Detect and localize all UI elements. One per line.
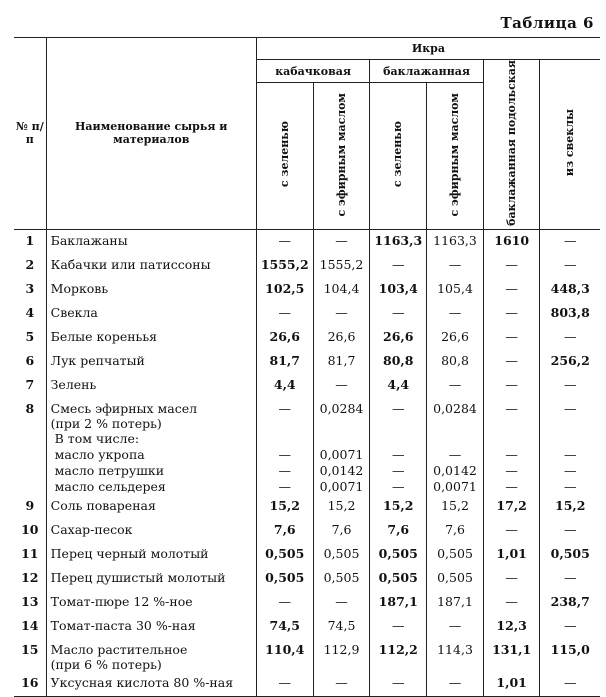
cell-value: 110,4 [256, 639, 313, 672]
cell-value: — [540, 567, 600, 591]
row-number: 16 [14, 672, 46, 697]
row-name: Перец душистый молотый [46, 567, 256, 591]
cell-value: — [370, 672, 427, 697]
header-col-svekla-label: из свеклы [563, 109, 577, 177]
cell-value: 0,0071 [313, 479, 370, 495]
cell-value: — [540, 479, 600, 495]
cell-value: — [256, 229, 313, 254]
row-number [14, 479, 46, 495]
cell-value [483, 431, 540, 447]
row-name: Томат-паста 30 %-ная [46, 615, 256, 639]
header-name [46, 38, 256, 230]
cell-value: — [313, 229, 370, 254]
cell-value: — [540, 229, 600, 254]
header-name-label: Наименование сырья и материалов [75, 120, 228, 147]
cell-value: — [256, 591, 313, 615]
cell-value: — [256, 447, 313, 463]
cell-value: 15,2 [256, 495, 313, 519]
cell-value: 26,6 [370, 326, 427, 350]
cell-value: — [370, 615, 427, 639]
cell-value: 1,01 [483, 672, 540, 697]
row-name: В том числе: [46, 431, 256, 447]
cell-value: — [483, 326, 540, 350]
cell-value: 803,8 [540, 302, 600, 326]
header-number [14, 38, 46, 230]
cell-value: — [540, 519, 600, 543]
cell-value: 131,1 [483, 639, 540, 672]
table-row [14, 672, 600, 697]
cell-value: — [540, 326, 600, 350]
cell-value: 0,0284 [427, 398, 484, 431]
row-number: 13 [21, 593, 39, 609]
cell-value: 17,2 [483, 495, 540, 519]
header-baklazh: баклажанная [370, 60, 484, 83]
cell-value: 0,505 [427, 543, 484, 567]
row-name: Томат-пюре 12 %-ное [46, 591, 256, 615]
header-col-bak-efir [427, 83, 484, 230]
cell-value: 74,5 [256, 615, 313, 639]
row-name: Сахар-песок [46, 519, 256, 543]
cell-value: 80,8 [427, 350, 484, 374]
cell-value: 7,6 [370, 519, 427, 543]
row-number: 6 [25, 352, 35, 368]
header-col-podolsk [483, 60, 540, 230]
cell-value: — [313, 302, 370, 326]
row-number: 5 [25, 328, 35, 344]
cell-value: 7,6 [427, 519, 484, 543]
row-number: 4 [25, 304, 35, 320]
cell-value: 1163,3 [370, 229, 427, 254]
cell-value: 0,0071 [313, 447, 370, 463]
cell-value: 0,505 [370, 567, 427, 591]
cell-value: — [483, 278, 540, 302]
cell-value: — [256, 479, 313, 495]
cell-value: — [540, 463, 600, 479]
cell-value: 187,1 [370, 591, 427, 615]
cell-value: — [483, 254, 540, 278]
cell-value: 1555,2 [313, 254, 370, 278]
table-body [14, 229, 600, 696]
header-ikra: Икра [256, 38, 600, 60]
cell-value: — [483, 374, 540, 398]
cell-value: 26,6 [313, 326, 370, 350]
row-number: 3 [25, 280, 35, 296]
row-name: Морковь [46, 278, 256, 302]
cell-value: 112,9 [313, 639, 370, 672]
table-row [14, 398, 600, 431]
cell-value: 0,505 [427, 567, 484, 591]
cell-value: 26,6 [256, 326, 313, 350]
row-name: Соль повареная [46, 495, 256, 519]
cell-value: 7,6 [256, 519, 313, 543]
cell-value: 0,505 [540, 543, 600, 567]
cell-value: 0,505 [256, 543, 313, 567]
cell-value: 115,0 [540, 639, 600, 672]
header-kabach: кабачковая [256, 60, 370, 83]
cell-value: — [540, 254, 600, 278]
cell-value: 1163,3 [427, 229, 484, 254]
cell-value: — [540, 374, 600, 398]
data-table [14, 37, 600, 697]
cell-value: — [313, 672, 370, 697]
header-col-kab-efir [313, 83, 370, 230]
row-name: масло укропа [46, 447, 256, 463]
table-row [14, 639, 600, 672]
table-row [14, 254, 600, 278]
cell-value: 112,2 [370, 639, 427, 672]
row-number: 11 [21, 545, 39, 561]
cell-value: 1555,2 [256, 254, 313, 278]
row-number [14, 447, 46, 463]
cell-value: — [483, 479, 540, 495]
header-col-kab-zelen-label: с зеленью [277, 121, 291, 188]
cell-value: 15,2 [427, 495, 484, 519]
cell-value: — [483, 519, 540, 543]
cell-value: 0,505 [313, 567, 370, 591]
cell-value: — [370, 398, 427, 431]
cell-value: 81,7 [313, 350, 370, 374]
row-number: 1 [25, 232, 35, 248]
table-row [14, 431, 600, 447]
cell-value: 102,5 [256, 278, 313, 302]
table-row [14, 591, 600, 615]
header-col-podolsk-label: баклажанная подольская [504, 60, 518, 226]
row-name: масло петрушки [46, 463, 256, 479]
row-name: Белые кореньья [46, 326, 256, 350]
cell-value: — [483, 463, 540, 479]
cell-value: — [483, 447, 540, 463]
cell-value: 12,3 [483, 615, 540, 639]
cell-value: — [313, 374, 370, 398]
row-name: Лук репчатый [46, 350, 256, 374]
table-row [14, 495, 600, 519]
cell-value: 0,505 [313, 543, 370, 567]
cell-value: — [483, 398, 540, 431]
cell-value: — [483, 350, 540, 374]
cell-value: 187,1 [427, 591, 484, 615]
row-number: 8 [25, 400, 35, 416]
row-number: 10 [21, 521, 39, 537]
table-row [14, 479, 600, 495]
cell-value: 0,0071 [427, 479, 484, 495]
row-name: Масло растительное (при 6 % потерь) [46, 639, 256, 672]
cell-value: — [540, 447, 600, 463]
row-number [14, 431, 46, 447]
table-row [14, 278, 600, 302]
cell-value: 114,3 [427, 639, 484, 672]
cell-value: 80,8 [370, 350, 427, 374]
cell-value: — [483, 591, 540, 615]
cell-value: — [427, 302, 484, 326]
cell-value: — [540, 672, 600, 697]
cell-value [313, 431, 370, 447]
header-col-kab-zelen [256, 83, 313, 230]
cell-value: — [483, 302, 540, 326]
cell-value: 0,505 [370, 543, 427, 567]
cell-value: 0,505 [256, 567, 313, 591]
table-row [14, 374, 600, 398]
table-row [14, 447, 600, 463]
table-row [14, 519, 600, 543]
cell-value: — [256, 398, 313, 431]
row-number: 15 [21, 641, 39, 657]
cell-value: 15,2 [313, 495, 370, 519]
row-name: Перец черный молотый [46, 543, 256, 567]
table-row [14, 350, 600, 374]
cell-value: — [256, 302, 313, 326]
header-col-kab-efir-label: с эфирным маслом [334, 92, 348, 217]
cell-value: 15,2 [540, 495, 600, 519]
table-row [14, 615, 600, 639]
cell-value [427, 431, 484, 447]
row-name: Уксусная кислота 80 %-ная [46, 672, 256, 697]
cell-value: 256,2 [540, 350, 600, 374]
row-name: Свекла [46, 302, 256, 326]
cell-value: — [256, 672, 313, 697]
row-name: Смесь эфирных масел (при 2 % потерь) [46, 398, 256, 431]
table-row [14, 543, 600, 567]
table-row [14, 302, 600, 326]
row-number: 12 [21, 569, 39, 585]
cell-value: — [427, 447, 484, 463]
row-name: масло сельдерея [46, 479, 256, 495]
cell-value [540, 431, 600, 447]
cell-value: 4,4 [256, 374, 313, 398]
cell-value: 0,0142 [427, 463, 484, 479]
cell-value: — [427, 254, 484, 278]
row-name: Баклажаны [46, 229, 256, 254]
cell-value: — [370, 447, 427, 463]
cell-value: 26,6 [427, 326, 484, 350]
table-caption: Таблица 6 [500, 14, 594, 32]
row-number: 9 [25, 497, 35, 513]
cell-value: 0,0284 [313, 398, 370, 431]
cell-value: 0,0142 [313, 463, 370, 479]
cell-value: — [427, 672, 484, 697]
cell-value: 7,6 [313, 519, 370, 543]
cell-value: 103,4 [370, 278, 427, 302]
cell-value: — [427, 374, 484, 398]
cell-value: 4,4 [370, 374, 427, 398]
cell-value: — [313, 591, 370, 615]
header-col-bak-efir-label: с эфирным маслом [448, 92, 461, 217]
row-number: 2 [25, 256, 35, 272]
cell-value [370, 431, 427, 447]
cell-value: 104,4 [313, 278, 370, 302]
cell-value: — [370, 302, 427, 326]
cell-value: 74,5 [313, 615, 370, 639]
cell-value: — [540, 398, 600, 431]
cell-value: 105,4 [427, 278, 484, 302]
cell-value: — [370, 479, 427, 495]
row-number: 7 [25, 376, 35, 392]
cell-value: — [427, 615, 484, 639]
cell-value: 1610 [483, 229, 540, 254]
row-name: Кабачки или патиссоны [46, 254, 256, 278]
row-number [14, 463, 46, 479]
header-col-bak-zelen [370, 83, 427, 230]
cell-value [256, 431, 313, 447]
table-row [14, 229, 600, 254]
cell-value: — [540, 615, 600, 639]
row-name: Зелень [46, 374, 256, 398]
header-number-label: № п/п [15, 120, 44, 147]
cell-value: 81,7 [256, 350, 313, 374]
cell-value: 238,7 [540, 591, 600, 615]
cell-value: — [370, 463, 427, 479]
cell-value: — [370, 254, 427, 278]
table-row [14, 326, 600, 350]
table-row [14, 567, 600, 591]
cell-value: 15,2 [370, 495, 427, 519]
cell-value: 1,01 [483, 543, 540, 567]
cell-value: — [483, 567, 540, 591]
header-col-svekla [540, 60, 600, 230]
cell-value: 448,3 [540, 278, 600, 302]
cell-value: — [256, 463, 313, 479]
row-number: 14 [21, 617, 39, 633]
header-col-bak-zelen-label: с зеленью [391, 121, 405, 188]
table-row [14, 463, 600, 479]
